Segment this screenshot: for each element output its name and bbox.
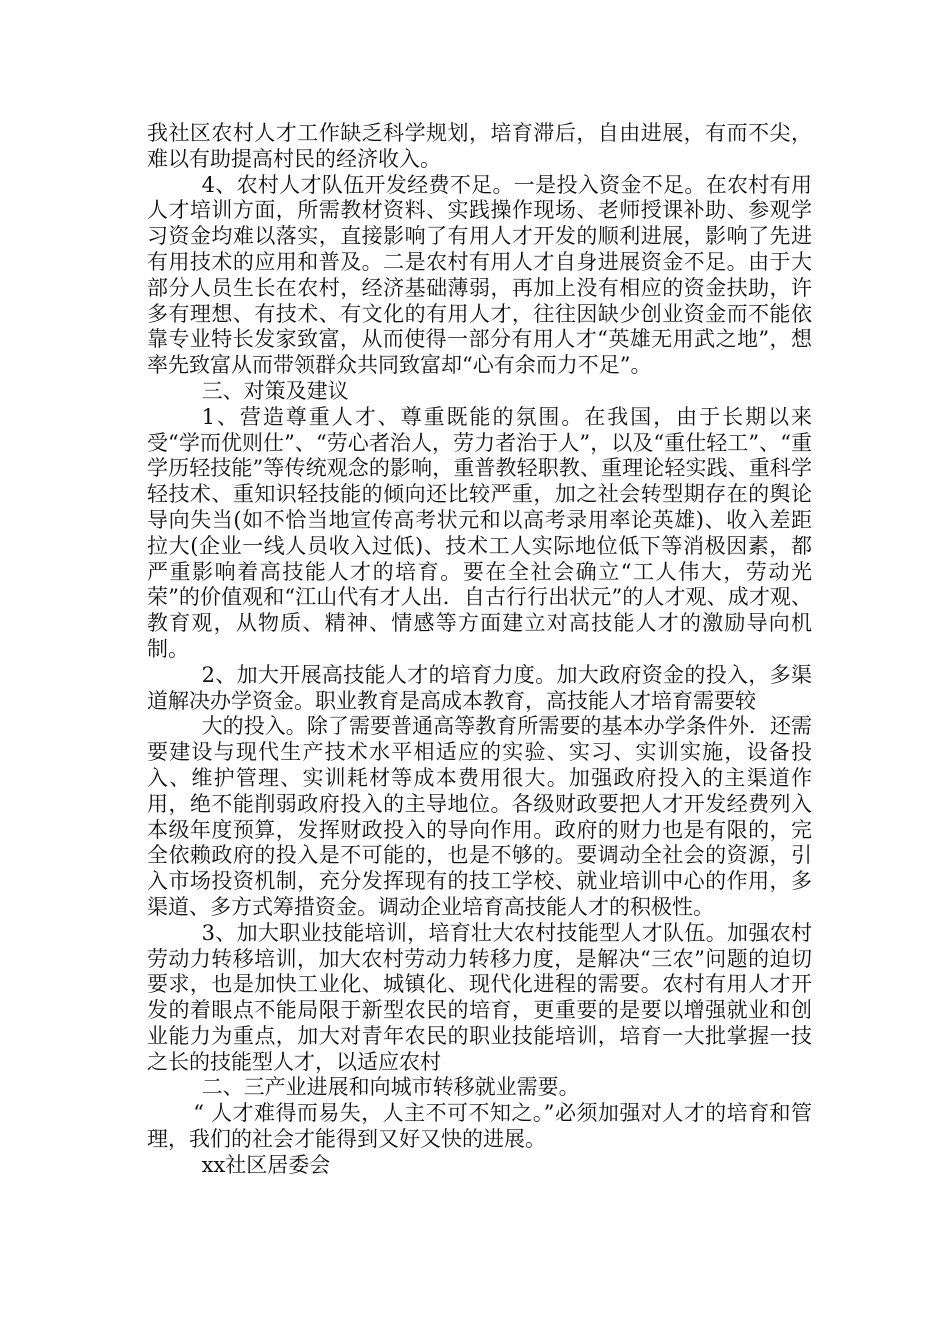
paragraph-funding-shortage: 4、农村人才队伍开发经费不足。一是投入资金不足。在农村有用人才培训方面，所需教材资料、实践操作现场、老师授课补助、参观学习资金均难以落实，直接影响了有用人才开发的顺利进展，影响了先进有用技术的应用和普及。二是农村有用人才自身进展资金不足。由于大部分人员生长在农村，经济基础薄弱，再加上没有相应的资金扶助，许多有理想、有技术、有文化的有用人才，往往因缺少创业资金而不能依靠专业特长发家致富，从而使得一部分有用人才“英雄无用武之地”，想率先致富从而带领群众共同致富却“心有余而力不足”。 [147,172,812,378]
paragraph-respect-talent: 1、营造尊重人才、尊重既能的氛围。在我国，由于长期以来受“学而优则仕”、“劳心者治人，劳力者治于人”，以及“重仕轻工”、“重学历轻技能”等传统观念的影响，重普教轻职教、重理论轻实践、重科学轻技术、重知识轻技能的倾向还比较严重，加之社会转型期存在的舆论导向失当(如不恰当地宣传高考状元和以高考录用率论英雄)、收入差距拉大(企业一线人员收入过低)、技术工人实际地位低下等消极因素，都严重影响着高技能人才的培育。要在全社会确立“工人伟大，劳动光荣”的价值观和“江山代有才人出．自古行行出状元”的人才观、成才观、教育观，从物质、精神、情感等方面建立对高技能人才的激励导向机制。 [147,404,812,661]
section-heading: 三、对策及建议 [201,378,349,403]
paragraph-continuation: 我社区农村人才工作缺乏科学规划，培育滞后，自由进展，有而不尖，难以有助提高村民的经济收入。 [147,121,812,171]
paragraph-investment: 大的投入。除了需要普通高等教育所需要的基本办学条件外．还需要建设与现代生产技术水平相适应的实验、实习、实训实施，设备投入、维护管理、实训耗材等成本费用很大。加强政府投入的主渠道作用，绝不能削弱政府投入的主导地位。各级财政要把人才开发经费列入本级年度预算，发挥财政投入的导向作用。政府的财力也是有限的，完全依赖政府的投入是不可能的，也是不够的。要调动全社会的资源，引入市场投资机制，充分发挥现有的技工学校、就业培训中心的作用，多渠道、多方式筹措资金。调动企业培育高技能人才的积极性。 [147,714,812,919]
document-body [147,121,812,1179]
paragraph-industry-transfer: 二、三产业进展和向城市转移就业需要。 [201,1075,580,1100]
paragraph-vocational-training: 3、加大职业技能培训，培育壮大农村技能型人才队伍。加强农村劳动力转移培训，加大农村劳动力转移力度，是解决“三农”问题的迫切要求，也是加快工业化、城镇化、现代化进程的需要。农村有用人才开发的着眼点不能局限于新型农民的培育，更重要的是要以增强就业和创业能力为重点，加大对青年农民的职业技能培训，培育一大批掌握一技之长的技能型人才，以适应农村 [147,920,812,1074]
paragraph-quote: “ 人才难得而易失，人主不可不知之。”必须加强对人才的培育和管理，我们的社会才能得到又好又快的进展。 [147,1101,812,1152]
paragraph-training-effort: 2、加大开展高技能人才的培育力度。加大政府资金的投入，多渠道解决办学资金。职业教育是高成本教育，高技能人才培育需要较 [147,662,812,713]
signature-line: xx社区居委会 [201,1152,331,1177]
